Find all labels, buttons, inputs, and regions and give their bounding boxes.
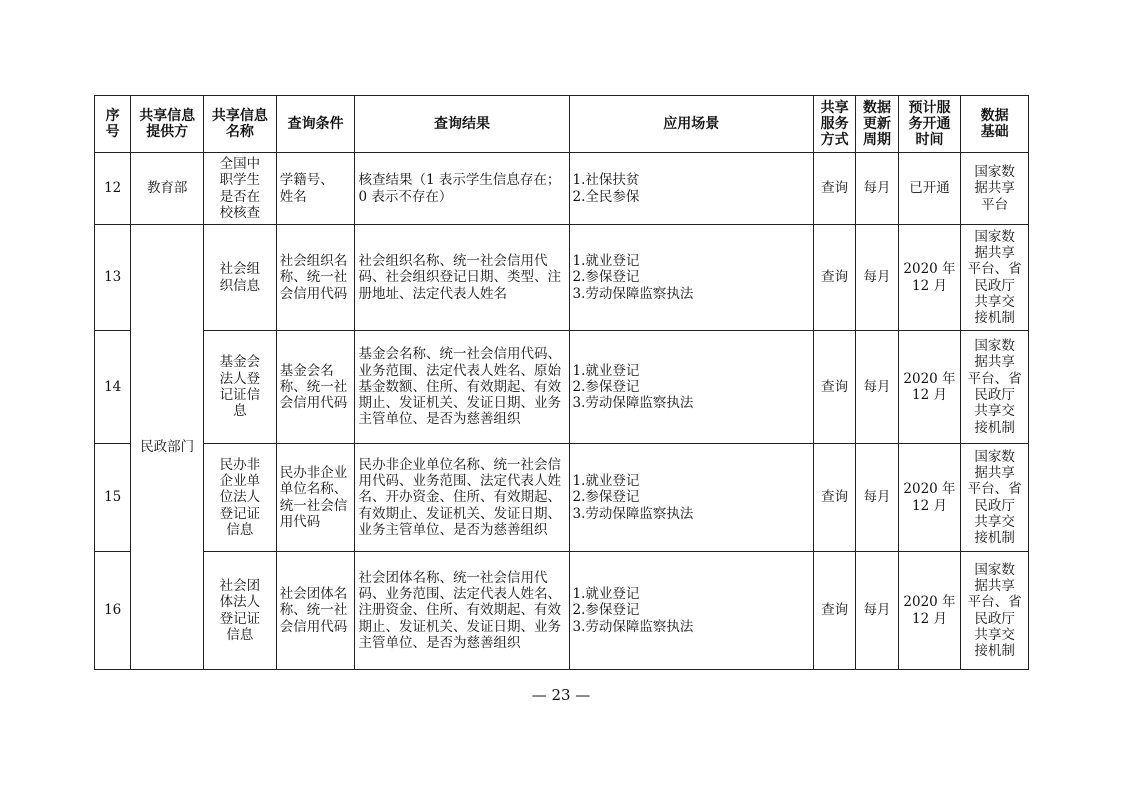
cell-data-basis: 国家数 据共享 平台、省 民政厅 共享交 接机制 (961, 225, 1029, 331)
cell-data-basis: 国家数 据共享 平台、省 民政厅 共享交 接机制 (961, 552, 1029, 670)
cell-update-cycle: 每月 (856, 153, 898, 225)
table-row (95, 552, 1029, 670)
header-seq: 序 号 (95, 96, 131, 153)
cell-service-mode: 查询 (813, 153, 855, 225)
cell-open-time: 2020 年 12 月 (898, 331, 961, 444)
cell-info-name: 民办非 企业单 位法人 登记证 信息 (204, 444, 277, 552)
cell-open-time: 已开通 (898, 153, 961, 225)
cell-query-result: 核查结果（1 表示学生信息存在；0 表示不存在） (355, 153, 569, 225)
cell-info-name: 全国中 职学生 是否在 校核查 (204, 153, 277, 225)
header-info-name: 共享信息 名称 (204, 96, 277, 153)
table-row (95, 331, 1029, 444)
cell-data-basis: 国家数 据共享 平台、省 民政厅 共享交 接机制 (961, 331, 1029, 444)
header-query-result: 查询结果 (355, 96, 569, 153)
cell-open-time: 2020 年 12 月 (898, 552, 961, 670)
header-query-cond: 查询条件 (276, 96, 355, 153)
cell-info-name: 基金会 法人登 记证信 息 (204, 331, 277, 444)
cell-query-result: 基金会名称、统一社会信用代码、业务范围、法定代表人姓名、原始基金数额、住所、有效期起、有效期止、发证机关、发证日期、业务主管单位、是否为慈善组织 (355, 331, 569, 444)
cell-update-cycle: 每月 (856, 331, 898, 444)
cell-query-result: 民办非企业单位名称、统一社会信用代码、业务范围、法定代表人姓名、开办资金、住所、有效期起、有效期止、发证机关、发证日期、业务主管单位、是否为慈善组织 (355, 444, 569, 552)
cell-service-mode: 查询 (813, 444, 855, 552)
cell-seq: 15 (95, 444, 131, 552)
cell-update-cycle: 每月 (856, 444, 898, 552)
header-service-mode: 共享 服务 方式 (813, 96, 855, 153)
cell-query-cond: 民办非企业单位名称、统一社会信用代码 (276, 444, 355, 552)
cell-data-basis: 国家数 据共享 平台 (961, 153, 1029, 225)
cell-scenario: 1.社保扶贫 2.全民参保 (569, 153, 813, 225)
shared-info-table (94, 95, 1029, 670)
cell-scenario: 1.就业登记 2.参保登记 3.劳动保障监察执法 (569, 444, 813, 552)
header-scenario: 应用场景 (569, 96, 813, 153)
cell-seq: 13 (95, 225, 131, 331)
cell-service-mode: 查询 (813, 552, 855, 670)
cell-seq: 16 (95, 552, 131, 670)
cell-seq: 14 (95, 331, 131, 444)
page-number: — 23 — (531, 686, 591, 704)
cell-service-mode: 查询 (813, 225, 855, 331)
table-row (95, 444, 1029, 552)
cell-query-result: 社会组织名称、统一社会信用代码、社会组织登记日期、类型、注册地址、法定代表人姓名 (355, 225, 569, 331)
header-provider: 共享信息 提供方 (131, 96, 204, 153)
cell-scenario: 1.就业登记 2.参保登记 3.劳动保障监察执法 (569, 552, 813, 670)
cell-update-cycle: 每月 (856, 552, 898, 670)
cell-open-time: 2020 年 12 月 (898, 225, 961, 331)
cell-query-cond: 社会组织名称、统一社会信用代码 (276, 225, 355, 331)
cell-service-mode: 查询 (813, 331, 855, 444)
header-row (95, 96, 1029, 153)
cell-open-time: 2020 年 12 月 (898, 444, 961, 552)
table-row (95, 225, 1029, 331)
table-row (95, 153, 1029, 225)
cell-provider: 教育部 (131, 153, 204, 225)
header-update-cycle: 数据 更新 周期 (856, 96, 898, 153)
cell-query-result: 社会团体名称、统一社会信用代码、业务范围、法定代表人姓名、注册资金、住所、有效期起、有效期止、发证机关、发证日期、业务主管单位、是否为慈善组织 (355, 552, 569, 670)
cell-query-cond: 基金会名称、统一社会信用代码 (276, 331, 355, 444)
cell-info-name: 社会组 织信息 (204, 225, 277, 331)
cell-scenario: 1.就业登记 2.参保登记 3.劳动保障监察执法 (569, 225, 813, 331)
cell-query-cond: 社会团体名称、统一社会信用代码 (276, 552, 355, 670)
cell-data-basis: 国家数 据共享 平台、省 民政厅 共享交 接机制 (961, 444, 1029, 552)
cell-scenario: 1.就业登记 2.参保登记 3.劳动保障监察执法 (569, 331, 813, 444)
cell-info-name: 社会团 体法人 登记证 信息 (204, 552, 277, 670)
cell-seq: 12 (95, 153, 131, 225)
cell-update-cycle: 每月 (856, 225, 898, 331)
cell-provider: 民政部门 (131, 225, 204, 670)
header-open-time: 预计服 务开通 时间 (898, 96, 961, 153)
header-data-basis: 数据 基础 (961, 96, 1029, 153)
cell-query-cond: 学籍号、 姓名 (276, 153, 355, 225)
